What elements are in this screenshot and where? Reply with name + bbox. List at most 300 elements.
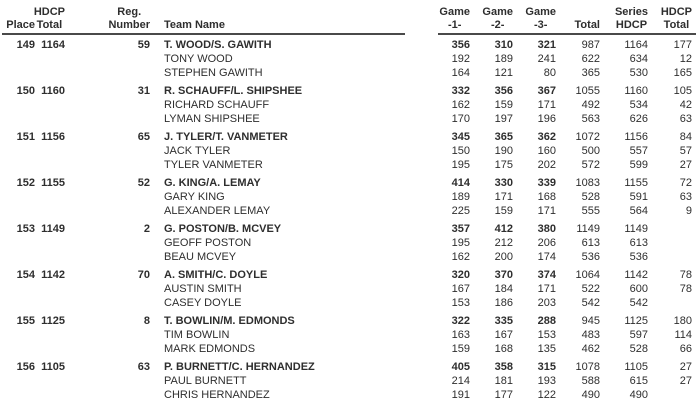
player-hdcp: 114 [674, 329, 692, 341]
col-header-reg-number [67, 6, 152, 32]
player-game1-score: 170 [451, 113, 470, 125]
team-block [2, 130, 699, 172]
player-game3-score: 196 [537, 113, 556, 125]
player-game2-score: 159 [494, 99, 513, 111]
player-series-hdcp: 626 [629, 113, 648, 125]
col-header-reg-line2: Number [108, 19, 150, 31]
team-hdcp: 78 [679, 269, 692, 281]
player-hdcp-spacer [37, 112, 67, 126]
player-game3-score: 153 [537, 329, 556, 341]
player-series-total: 622 [581, 53, 600, 65]
player-hdcp [650, 388, 694, 402]
player-hdcp-spacer [37, 98, 67, 112]
col-header-total-label: Total [574, 19, 600, 31]
team-hdcp: 84 [679, 131, 692, 143]
team-summary-row [2, 314, 694, 328]
player-hdcp-spacer [37, 374, 67, 388]
team-hdcp-total: 1149 [41, 223, 65, 235]
team-game2-score: 335 [494, 315, 513, 327]
player-game1-score: 192 [451, 53, 470, 65]
player-game1-score: 163 [451, 329, 470, 341]
team-place: 151 [16, 131, 35, 143]
player-hdcp: 27 [679, 159, 692, 171]
team-hdcp-total: 1125 [41, 315, 65, 327]
player-game1-score: 153 [451, 297, 470, 309]
player-place-spacer [2, 374, 37, 388]
player-series-total: 522 [581, 283, 600, 295]
player-game2-score: 189 [494, 53, 513, 65]
col-header-game2-line1: Game [482, 6, 513, 18]
player-series-hdcp: 615 [629, 375, 648, 387]
team-name: A. SMITH/C. DOYLE [164, 269, 268, 281]
col-header-team-name [152, 19, 407, 32]
team-game2-score: 310 [494, 39, 513, 51]
col-header-game1 [407, 6, 472, 32]
player-series-hdcp: 600 [629, 283, 648, 295]
col-header-hdcp-right-line1: HDCP [660, 6, 692, 18]
player-series-total: 490 [581, 389, 600, 401]
player-hdcp: 57 [679, 145, 692, 157]
player-hdcp-spacer [37, 236, 67, 250]
team-summary-row [2, 268, 694, 282]
team-block [2, 222, 699, 264]
col-header-game2 [472, 6, 515, 32]
player-place-spacer [2, 236, 37, 250]
team-series-hdcp: 1164 [624, 39, 648, 51]
player-hdcp: 63 [679, 191, 692, 203]
player-series-hdcp: 599 [629, 159, 648, 171]
col-header-game3-line2: -3- [533, 19, 548, 31]
player-place-spacer [2, 112, 37, 126]
player-row [2, 112, 694, 126]
col-header-hdcp-total-left [33, 6, 67, 32]
team-game1-score: 345 [451, 131, 470, 143]
team-series-hdcp: 1149 [624, 223, 648, 235]
col-header-total [558, 19, 602, 32]
team-name: G. POSTON/B. MCVEY [164, 223, 282, 235]
player-name: TONY WOOD [164, 53, 233, 65]
player-row [2, 52, 694, 66]
player-name: STEPHEN GAWITH [164, 67, 263, 79]
player-game1-score: 162 [451, 251, 470, 263]
player-game3-score: 193 [537, 375, 556, 387]
player-hdcp-spacer [37, 388, 67, 402]
player-hdcp-spacer [37, 66, 67, 80]
team-series-total: 945 [581, 315, 600, 327]
player-series-hdcp: 591 [629, 191, 648, 203]
team-reg-number: 2 [143, 223, 150, 235]
player-hdcp: 165 [673, 67, 692, 79]
player-place-spacer [2, 328, 37, 342]
player-game1-score: 159 [451, 343, 470, 355]
team-name: G. KING/A. LEMAY [164, 177, 261, 189]
header-rule-left [2, 33, 405, 35]
teams-list [2, 38, 699, 402]
col-header-series-line2: HDCP [615, 19, 648, 31]
player-game2-score: 181 [494, 375, 513, 387]
player-row [2, 236, 694, 250]
team-place: 156 [16, 361, 35, 373]
team-series-total: 1078 [575, 361, 600, 373]
player-hdcp [650, 296, 694, 310]
team-summary-row [2, 84, 694, 98]
player-name: RICHARD SCHAUFF [164, 99, 270, 111]
team-block [2, 314, 699, 356]
team-name: J. TYLER/T. VANMETER [164, 131, 288, 143]
col-header-game3-line1: Game [525, 6, 556, 18]
player-place-spacer [2, 296, 37, 310]
player-game2-score: 159 [494, 205, 513, 217]
player-row [2, 296, 694, 310]
team-game1-score: 414 [451, 177, 470, 189]
player-place-spacer [2, 388, 37, 402]
col-header-game2-line2: -2- [490, 19, 505, 31]
player-hdcp: 9 [685, 205, 692, 217]
player-series-total: 542 [581, 297, 600, 309]
player-game2-score: 175 [494, 159, 513, 171]
player-place-spacer [2, 158, 37, 172]
player-name: MARK EDMONDS [164, 343, 256, 355]
team-hdcp-total: 1142 [41, 269, 65, 281]
team-place: 149 [16, 39, 35, 51]
player-game1-score: 150 [451, 145, 470, 157]
team-hdcp: 105 [673, 85, 692, 97]
team-hdcp: 180 [673, 315, 692, 327]
team-game3-score: 380 [537, 223, 556, 235]
player-hdcp-spacer [37, 190, 67, 204]
player-place-spacer [2, 282, 37, 296]
team-reg-number: 8 [143, 315, 150, 327]
team-game1-score: 320 [451, 269, 470, 281]
team-game2-score: 358 [494, 361, 513, 373]
player-reg-spacer [67, 144, 152, 158]
team-hdcp-total: 1155 [41, 177, 65, 189]
player-series-hdcp: 536 [629, 251, 648, 263]
player-hdcp-spacer [37, 328, 67, 342]
player-game3-score: 174 [537, 251, 556, 263]
team-place: 154 [16, 269, 35, 281]
team-hdcp: 177 [673, 39, 692, 51]
player-series-hdcp: 490 [629, 389, 648, 401]
player-hdcp: 78 [679, 283, 692, 295]
player-place-spacer [2, 342, 37, 356]
col-header-series-hdcp [602, 6, 650, 32]
player-game3-score: 171 [537, 283, 556, 295]
player-reg-spacer [67, 112, 152, 126]
player-place-spacer [2, 144, 37, 158]
player-reg-spacer [67, 282, 152, 296]
team-game2-score: 412 [494, 223, 513, 235]
player-game2-score: 167 [494, 329, 513, 341]
col-header-place [2, 19, 37, 32]
team-place: 150 [16, 85, 35, 97]
team-block [2, 360, 699, 402]
team-game3-score: 321 [537, 39, 556, 51]
player-hdcp: 12 [679, 53, 692, 65]
player-game3-score: 168 [537, 191, 556, 203]
player-game2-score: 177 [494, 389, 513, 401]
team-block [2, 176, 699, 218]
player-series-hdcp: 528 [629, 343, 648, 355]
team-game1-score: 356 [451, 39, 470, 51]
player-hdcp-spacer [37, 158, 67, 172]
player-reg-spacer [67, 158, 152, 172]
team-summary-row [2, 176, 694, 190]
player-reg-spacer [67, 204, 152, 218]
player-game3-score: 202 [537, 159, 556, 171]
player-game2-score: 186 [494, 297, 513, 309]
team-game2-score: 365 [494, 131, 513, 143]
team-series-hdcp: 1105 [624, 361, 648, 373]
col-header-hdcp-right-line2: Total [663, 19, 690, 31]
team-hdcp-total: 1164 [41, 39, 65, 51]
player-reg-spacer [67, 190, 152, 204]
player-name: ALEXANDER LEMAY [164, 205, 271, 217]
player-row [2, 98, 694, 112]
player-game2-score: 171 [494, 191, 513, 203]
team-name: T. WOOD/S. GAWITH [164, 39, 272, 51]
player-series-hdcp: 564 [629, 205, 648, 217]
team-series-hdcp: 1155 [624, 177, 648, 189]
team-reg-number: 31 [137, 85, 150, 97]
player-row [2, 342, 694, 356]
player-hdcp-spacer [37, 144, 67, 158]
player-reg-spacer [67, 328, 152, 342]
team-place: 153 [16, 223, 35, 235]
col-header-place-label: Place [6, 19, 35, 31]
player-game2-score: 168 [494, 343, 513, 355]
player-row [2, 328, 694, 342]
player-game2-score: 197 [494, 113, 513, 125]
player-series-total: 492 [581, 99, 600, 111]
player-row [2, 250, 694, 264]
player-hdcp [650, 250, 694, 264]
player-reg-spacer [67, 388, 152, 402]
team-series-total: 1072 [575, 131, 600, 143]
player-game2-score: 200 [494, 251, 513, 263]
col-header-team-name-label: Team Name [164, 19, 225, 31]
col-header-game3 [515, 6, 558, 32]
player-game3-score: 171 [537, 205, 556, 217]
team-game1-score: 405 [451, 361, 470, 373]
player-game3-score: 80 [543, 67, 556, 79]
header-rule-right [438, 33, 696, 35]
team-series-total: 1064 [575, 269, 600, 281]
player-place-spacer [2, 190, 37, 204]
team-reg-number: 65 [137, 131, 150, 143]
player-series-total: 528 [581, 191, 600, 203]
col-header-hdcp-line1: HDCP [33, 6, 65, 18]
player-place-spacer [2, 98, 37, 112]
player-game3-score: 122 [537, 389, 556, 401]
player-name: BEAU MCVEY [164, 251, 237, 263]
col-header-hdcp-total-right [650, 6, 694, 32]
player-place-spacer [2, 250, 37, 264]
player-name: PAUL BURNETT [164, 375, 247, 387]
player-name: LYMAN SHIPSHEE [164, 113, 260, 125]
team-game1-score: 357 [451, 223, 470, 235]
player-name: TYLER VANMETER [164, 159, 263, 171]
player-game3-score: 171 [537, 99, 556, 111]
player-game1-score: 191 [451, 389, 470, 401]
player-series-total: 365 [581, 67, 600, 79]
player-name: JACK TYLER [164, 145, 231, 157]
player-game3-score: 135 [537, 343, 556, 355]
player-name: GARY KING [164, 191, 225, 203]
player-place-spacer [2, 52, 37, 66]
team-series-total: 987 [581, 39, 600, 51]
player-hdcp-spacer [37, 250, 67, 264]
player-reg-spacer [67, 52, 152, 66]
player-game1-score: 164 [451, 67, 470, 79]
player-game1-score: 195 [451, 159, 470, 171]
player-series-total: 536 [581, 251, 600, 263]
player-hdcp-spacer [37, 52, 67, 66]
team-series-hdcp: 1142 [624, 269, 648, 281]
team-reg-number: 59 [137, 39, 150, 51]
player-name: TIM BOWLIN [164, 329, 230, 341]
player-hdcp-spacer [37, 296, 67, 310]
col-header-hdcp-line2: Total [36, 19, 63, 31]
player-row [2, 66, 694, 80]
player-game2-score: 184 [494, 283, 513, 295]
player-game2-score: 121 [494, 67, 513, 79]
player-series-hdcp: 597 [629, 329, 648, 341]
team-game3-score: 288 [537, 315, 556, 327]
player-series-hdcp: 542 [629, 297, 648, 309]
team-block [2, 38, 699, 80]
player-place-spacer [2, 66, 37, 80]
team-hdcp-total: 1156 [41, 131, 65, 143]
player-reg-spacer [67, 98, 152, 112]
team-game1-score: 332 [451, 85, 470, 97]
team-game3-score: 339 [537, 177, 556, 189]
player-row [2, 144, 694, 158]
player-series-total: 613 [581, 237, 600, 249]
player-game1-score: 225 [451, 205, 470, 217]
col-header-game1-line2: -1- [447, 19, 462, 31]
player-hdcp-spacer [37, 342, 67, 356]
team-series-total: 1055 [575, 85, 600, 97]
player-game2-score: 212 [494, 237, 513, 249]
player-hdcp [650, 236, 694, 250]
player-hdcp: 42 [679, 99, 692, 111]
player-reg-spacer [67, 236, 152, 250]
player-series-hdcp: 557 [629, 145, 648, 157]
player-row [2, 374, 694, 388]
player-hdcp: 27 [679, 375, 692, 387]
player-name: CHRIS HERNANDEZ [164, 389, 270, 401]
team-reg-number: 63 [137, 361, 150, 373]
team-place: 155 [16, 315, 35, 327]
player-game3-score: 241 [537, 53, 556, 65]
player-game2-score: 190 [494, 145, 513, 157]
team-summary-row [2, 222, 694, 236]
col-header-series-line1: Series [614, 6, 648, 18]
player-name: CASEY DOYLE [164, 297, 242, 309]
team-place: 152 [16, 177, 35, 189]
col-header-game1-line1: Game [439, 6, 470, 18]
player-hdcp: 63 [679, 113, 692, 125]
player-reg-spacer [67, 296, 152, 310]
player-hdcp-spacer [37, 282, 67, 296]
player-game1-score: 214 [451, 375, 470, 387]
player-row [2, 158, 694, 172]
team-reg-number: 52 [137, 177, 150, 189]
player-reg-spacer [67, 342, 152, 356]
col-header-reg-line1: Reg. [117, 6, 142, 18]
team-reg-number: 70 [137, 269, 150, 281]
player-row [2, 190, 694, 204]
team-game3-score: 315 [537, 361, 556, 373]
team-series-total: 1083 [575, 177, 600, 189]
team-name: T. BOWLIN/M. EDMONDS [164, 315, 295, 327]
player-series-total: 483 [581, 329, 600, 341]
player-series-total: 572 [581, 159, 600, 171]
team-series-hdcp: 1160 [624, 85, 648, 97]
player-name: GEOFF POSTON [164, 237, 252, 249]
team-summary-row [2, 38, 694, 52]
player-game1-score: 195 [451, 237, 470, 249]
player-game3-score: 203 [537, 297, 556, 309]
player-game1-score: 167 [451, 283, 470, 295]
player-series-total: 555 [581, 205, 600, 217]
team-hdcp: 27 [679, 361, 692, 373]
team-game2-score: 370 [494, 269, 513, 281]
player-reg-spacer [67, 250, 152, 264]
player-series-hdcp: 613 [629, 237, 648, 249]
player-series-total: 462 [581, 343, 600, 355]
player-series-hdcp: 530 [629, 67, 648, 79]
team-hdcp: 72 [679, 177, 692, 189]
player-game3-score: 160 [537, 145, 556, 157]
team-name: P. BURNETT/C. HERNANDEZ [164, 361, 315, 373]
team-game3-score: 374 [537, 269, 556, 281]
player-series-total: 500 [581, 145, 600, 157]
table-header [2, 4, 694, 32]
team-game2-score: 330 [494, 177, 513, 189]
player-series-total: 563 [581, 113, 600, 125]
player-row [2, 282, 694, 296]
player-hdcp-spacer [37, 204, 67, 218]
player-series-hdcp: 634 [629, 53, 648, 65]
player-game1-score: 189 [451, 191, 470, 203]
team-hdcp-total: 1160 [41, 85, 65, 97]
team-name: R. SCHAUFF/L. SHIPSHEE [164, 85, 303, 97]
team-summary-row [2, 130, 694, 144]
player-series-hdcp: 534 [629, 99, 648, 111]
player-game1-score: 162 [451, 99, 470, 111]
player-series-total: 588 [581, 375, 600, 387]
player-row [2, 204, 694, 218]
player-reg-spacer [67, 374, 152, 388]
team-series-total: 1149 [576, 223, 600, 235]
team-block [2, 268, 699, 310]
player-row [2, 388, 694, 402]
team-game2-score: 356 [494, 85, 513, 97]
team-summary-row [2, 360, 694, 374]
team-block [2, 84, 699, 126]
player-hdcp: 66 [679, 343, 692, 355]
team-game3-score: 367 [537, 85, 556, 97]
team-hdcp-total: 1105 [41, 361, 65, 373]
player-name: AUSTIN SMITH [164, 283, 242, 295]
team-game1-score: 322 [451, 315, 470, 327]
player-game3-score: 206 [537, 237, 556, 249]
team-series-hdcp: 1156 [624, 131, 648, 143]
team-game3-score: 362 [537, 131, 556, 143]
team-series-hdcp: 1125 [624, 315, 648, 327]
